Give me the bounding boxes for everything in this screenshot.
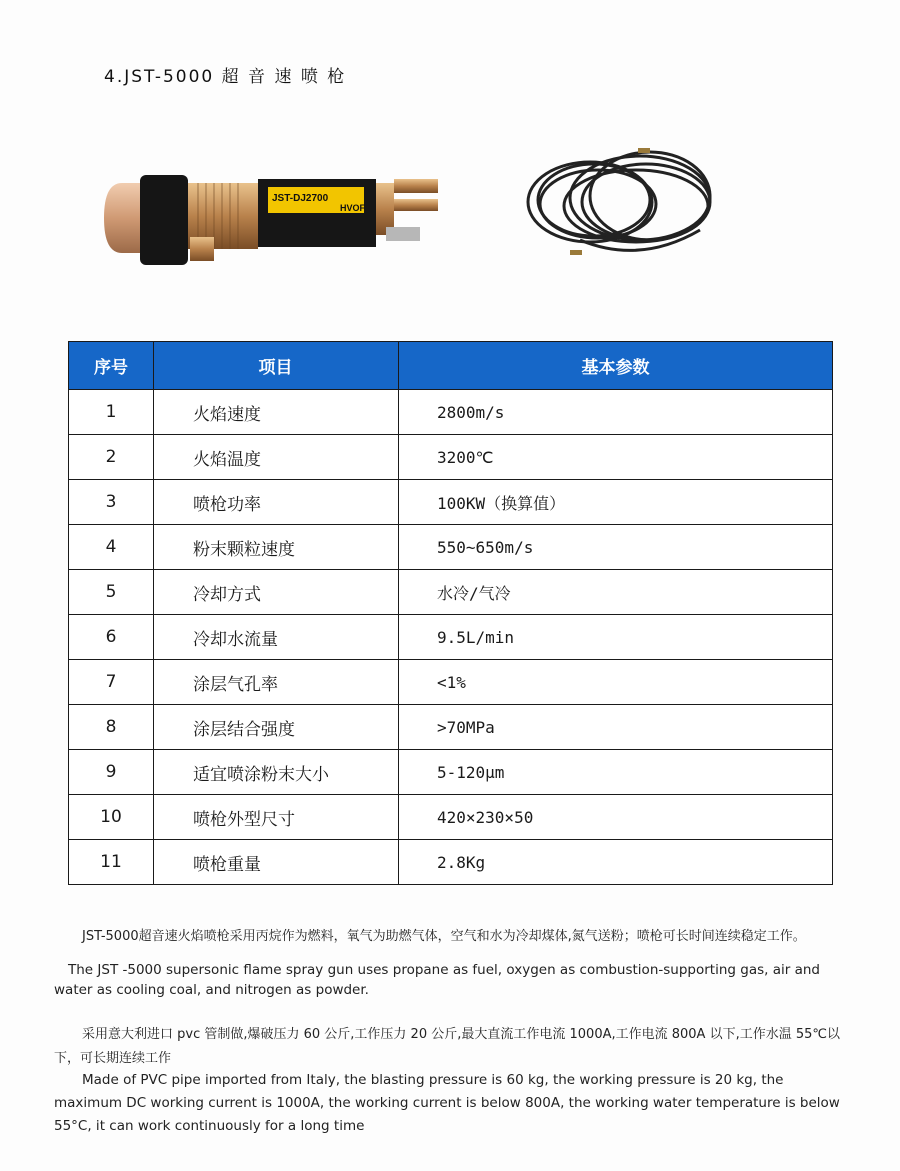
- header-item: 项目: [154, 342, 399, 390]
- paragraph-en-2: Made of PVC pipe imported from Italy, the blasting pressure is 60 kg, the working pressure is 20 kg, the maximum DC working current is 1000A, the working current is below 800A, the working water temperature is below 55°C, it can work continuously for a long time: [54, 1072, 840, 1134]
- table-row: [69, 570, 833, 615]
- row-number: 6: [69, 615, 154, 660]
- row-value: 5-120μm: [399, 750, 833, 795]
- row-item: 火焰速度: [154, 390, 399, 435]
- paragraph-en-1: The JST -5000 supersonic flame spray gun uses propane as fuel, oxygen as combustion-supporting gas, air and water as cooling coal, and nitrogen as powder.: [54, 962, 820, 998]
- gun-label-model: JST-DJ2700: [272, 193, 329, 204]
- table-row: [69, 435, 833, 480]
- row-value: 水冷/气冷: [399, 570, 833, 615]
- row-value: 420×230×50: [399, 795, 833, 840]
- row-value: 550~650m/s: [399, 525, 833, 570]
- header-params: 基本参数: [399, 342, 833, 390]
- row-number: 8: [69, 705, 154, 750]
- paragraph-cn-1: JST-5000超音速火焰喷枪采用丙烷作为燃料，氧气为助燃气体，空气和水为冷却煤体,氮气送粉；喷枪可长时间连续稳定工作。: [82, 929, 806, 944]
- table-row: [69, 840, 833, 885]
- row-item: 喷枪外型尺寸: [154, 795, 399, 840]
- row-number: 7: [69, 660, 154, 705]
- table-row: [69, 795, 833, 840]
- spray-gun-image: [100, 165, 450, 275]
- header-no: 序号: [69, 342, 154, 390]
- paragraph-cn-2: 采用意大利进口 pvc 管制做,爆破压力 60 公斤,工作压力 20 公斤,最大直流工作电流 1000A,工作电流 800A 以下,工作水温 55℃以下，可长期连续工作: [54, 1027, 840, 1066]
- spec-table: [68, 341, 833, 885]
- hose-coil-image: [520, 140, 725, 270]
- row-item: 喷枪重量: [154, 840, 399, 885]
- row-value: 3200℃: [399, 435, 833, 480]
- table-row: [69, 480, 833, 525]
- table-row: [69, 390, 833, 435]
- row-value: 9.5L/min: [399, 615, 833, 660]
- row-item: 火焰温度: [154, 435, 399, 480]
- row-number: 1: [69, 390, 154, 435]
- row-number: 11: [69, 840, 154, 885]
- row-number: 9: [69, 750, 154, 795]
- row-value: 100KW（换算值）: [399, 480, 833, 525]
- row-item: 涂层气孔率: [154, 660, 399, 705]
- table-row: [69, 705, 833, 750]
- row-value: 2800m/s: [399, 390, 833, 435]
- row-value: 2.8Kg: [399, 840, 833, 885]
- row-item: 冷却水流量: [154, 615, 399, 660]
- row-item: 喷枪功率: [154, 480, 399, 525]
- section-heading: 4.JST-5000 超 音 速 喷 枪: [104, 67, 347, 87]
- row-number: 3: [69, 480, 154, 525]
- row-item: 适宜喷涂粉末大小: [154, 750, 399, 795]
- row-value: >70MPa: [399, 705, 833, 750]
- table-row: [69, 660, 833, 705]
- row-number: 10: [69, 795, 154, 840]
- row-value: <1%: [399, 660, 833, 705]
- row-item: 粉末颗粒速度: [154, 525, 399, 570]
- table-row: [69, 750, 833, 795]
- row-number: 4: [69, 525, 154, 570]
- row-item: 涂层结合强度: [154, 705, 399, 750]
- row-item: 冷却方式: [154, 570, 399, 615]
- row-number: 5: [69, 570, 154, 615]
- row-number: 2: [69, 435, 154, 480]
- table-header-row: [69, 342, 833, 390]
- table-row: [69, 615, 833, 660]
- table-row: [69, 525, 833, 570]
- gun-label-hvof: HVOF: [340, 203, 366, 213]
